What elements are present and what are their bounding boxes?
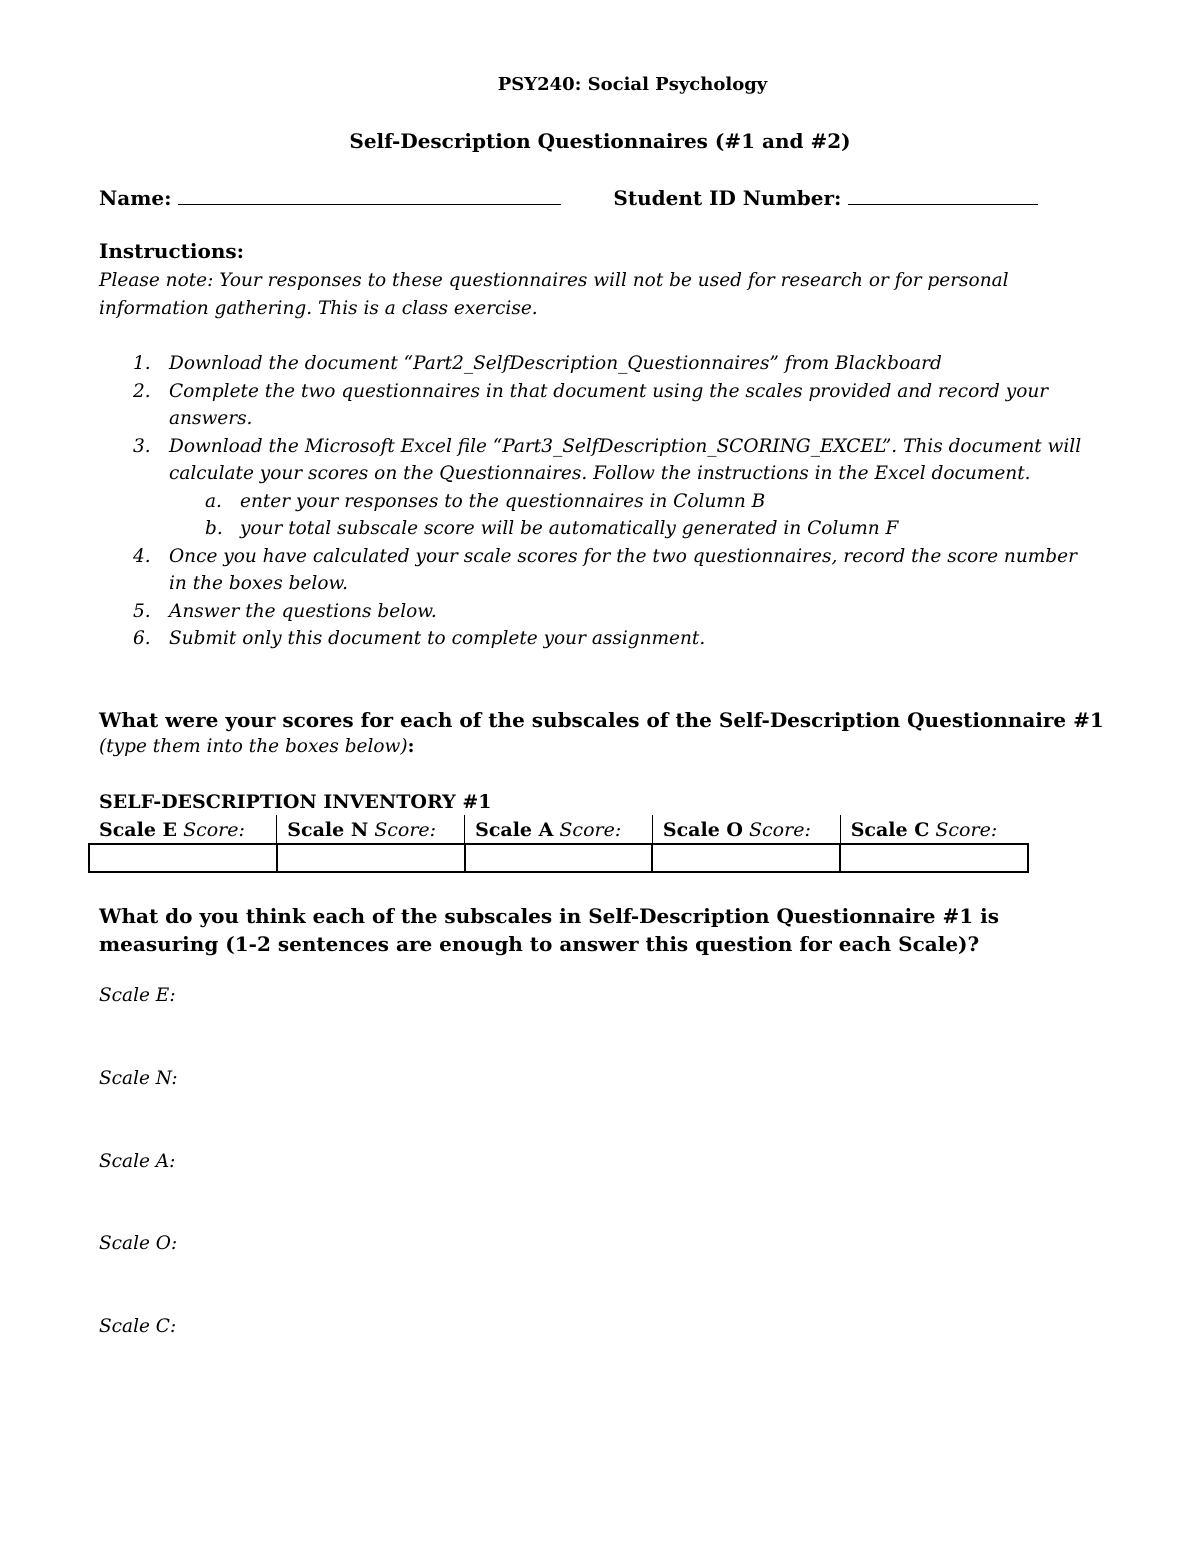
score-header-a: Scale A Score:: [465, 815, 653, 844]
score-table: [88, 815, 1029, 873]
score-header-e: Scale E Score:: [99, 819, 245, 841]
score-input-n[interactable]: [277, 844, 465, 872]
list-item: 2. Complete the two questionnaires in that document using the scales provided and record your answers.: [133, 380, 1049, 429]
answer-scale-a[interactable]: Scale A:: [99, 1151, 176, 1172]
score-input-c[interactable]: [840, 844, 1028, 872]
question-1-hint: (type them into the boxes below):: [99, 736, 415, 757]
instructions-note: Please note: Your responses to these questionnaires will not be used for research or for personal information gathering. This is a class exercise.: [99, 270, 1009, 319]
name-field[interactable]: [178, 184, 561, 205]
document-title: Self-Description Questionnaires (#1 and #2): [349, 129, 851, 153]
question-1: What were your scores for each of the subscales of the Self-Description Questionnaire #1: [99, 708, 1104, 732]
student-id-field[interactable]: [848, 184, 1038, 205]
list-item: 1. Download the document “Part2_SelfDescription_Questionnaires” from Blackboard: [133, 353, 942, 374]
list-item: 3. Download the Microsoft Excel file “Part3_SelfDescription_SCORING_EXCEL”. This document will calculate your scores on the Questionnaires. Follow the instructions in the Excel document. a. enter your responses to the questionnaires in Column B b. your total subscale score will be automatically generated in Column F: [99, 433, 1099, 543]
answer-scale-n[interactable]: Scale N:: [99, 1068, 178, 1089]
score-input-e[interactable]: [89, 844, 277, 872]
question-2: What do you think each of the subscales in Self-Description Questionnaire #1 is measuring (1-2 sentences are enough to answer this question for each Scale)?: [99, 904, 999, 956]
inventory-title: SELF-DESCRIPTION INVENTORY #1: [99, 791, 492, 813]
instruction-substeps: [169, 488, 1099, 543]
table-row: [89, 844, 1028, 872]
name-label: Name:: [99, 186, 172, 210]
score-input-a[interactable]: [465, 844, 653, 872]
answer-scale-e[interactable]: Scale E:: [99, 985, 176, 1006]
instruction-steps: [99, 350, 1099, 653]
score-header-c: Scale C Score:: [840, 815, 1028, 844]
score-input-o[interactable]: [652, 844, 840, 872]
score-header-o: Scale O Score:: [652, 815, 840, 844]
student-id-label: Student ID Number:: [613, 186, 842, 210]
instructions-heading: Instructions:: [99, 239, 245, 263]
table-header-row: [89, 815, 1028, 844]
list-item: 5. Answer the questions below.: [133, 600, 437, 622]
list-item: 4. Once you have calculated your scale scores for the two questionnaires, record the score number in the boxes below.: [133, 545, 1077, 594]
answer-scale-o[interactable]: Scale O:: [99, 1233, 178, 1254]
course-title: PSY240: Social Psychology: [497, 74, 768, 95]
name-id-row: [99, 184, 1038, 210]
list-item: b. your total subscale score will be automatically generated in Column F: [205, 518, 899, 539]
score-header-n: Scale N Score:: [277, 815, 465, 844]
list-item: 6. Submit only this document to complete your assignment.: [133, 628, 706, 649]
answer-scale-c[interactable]: Scale C:: [99, 1316, 177, 1337]
list-item: a. enter your responses to the questionnaires in Column B: [205, 490, 766, 512]
